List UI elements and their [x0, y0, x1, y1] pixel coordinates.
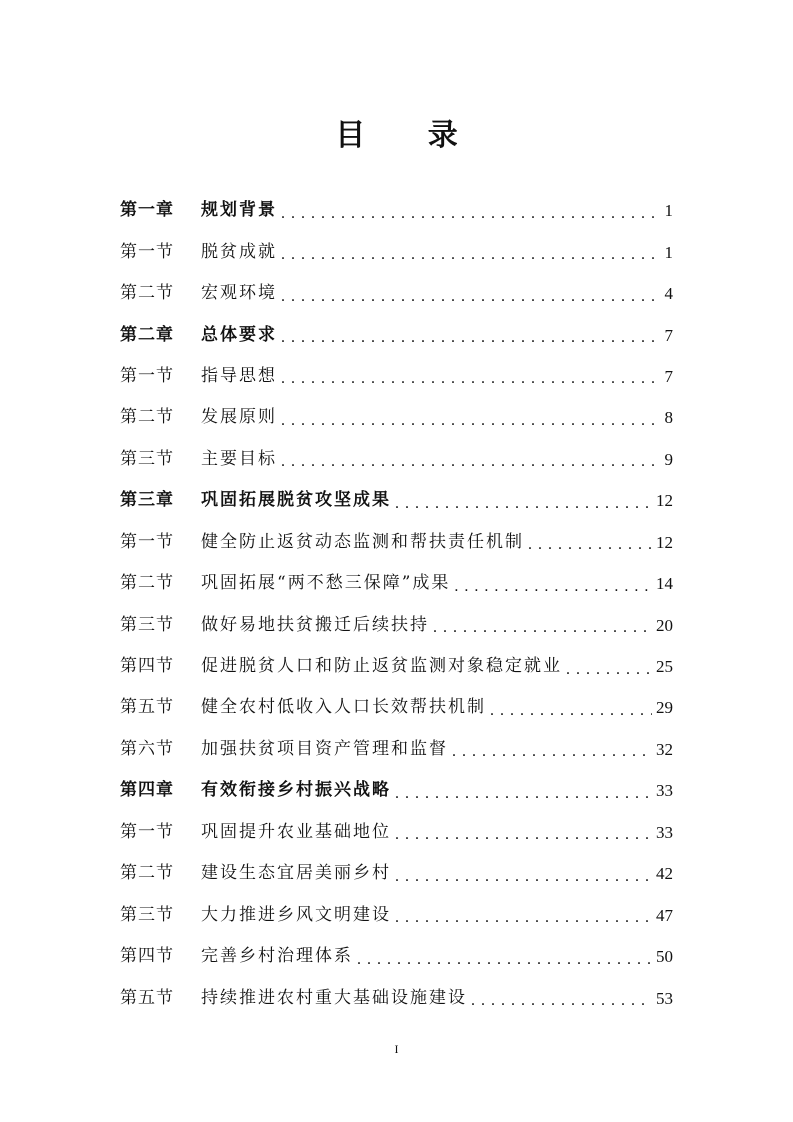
toc-entry-page: 25	[656, 657, 673, 677]
toc-dot-leader	[454, 577, 652, 597]
toc-entry-heading: 规划背景	[201, 200, 277, 221]
table-of-contents	[120, 190, 673, 1019]
toc-dot-leader	[395, 825, 652, 845]
toc-entry-section[interactable]	[120, 729, 673, 770]
toc-entry-label: 第五节	[120, 987, 174, 1008]
page-number: I	[394, 1042, 399, 1056]
toc-entry-page: 4	[664, 284, 673, 304]
toc-dot-leader	[395, 908, 652, 928]
toc-dot-leader	[433, 618, 652, 638]
toc-entry-page: 33	[656, 781, 673, 801]
toc-dot-leader	[471, 991, 652, 1011]
toc-entry-heading: 指导思想	[201, 365, 277, 386]
toc-entry-label: 第三章	[120, 490, 174, 511]
toc-entry-page: 33	[656, 822, 673, 842]
toc-entry-heading: 持续推进农村重大基础设施建设	[201, 987, 467, 1008]
toc-dot-leader	[281, 204, 661, 224]
toc-dot-leader	[395, 494, 652, 514]
toc-entry-section[interactable]	[120, 604, 673, 645]
toc-entry-label: 第二章	[120, 324, 174, 345]
toc-entry-page: 8	[664, 408, 673, 428]
toc-entry-page: 1	[664, 201, 673, 221]
toc-entry-section[interactable]	[120, 977, 673, 1018]
toc-dot-leader	[281, 328, 661, 348]
toc-entry-section[interactable]	[120, 646, 673, 687]
toc-dot-leader	[528, 535, 652, 555]
toc-entry-heading: 大力推进乡风文明建设	[201, 904, 391, 925]
toc-entry-label: 第四节	[120, 656, 174, 677]
toc-dot-leader	[452, 742, 652, 762]
toc-entry-label: 第四节	[120, 946, 174, 967]
toc-entry-label: 第二节	[120, 407, 174, 428]
toc-entry-heading: 健全防止返贫动态监测和帮扶责任机制	[201, 531, 524, 552]
toc-entry-chapter-2[interactable]	[120, 314, 673, 355]
toc-dot-leader	[357, 950, 652, 970]
toc-entry-chapter-1[interactable]	[120, 190, 673, 231]
toc-entry-page: 7	[664, 366, 673, 386]
toc-entry-chapter-3[interactable]	[120, 480, 673, 521]
toc-entry-label: 第一节	[120, 821, 174, 842]
toc-dot-leader	[281, 411, 661, 431]
toc-entry-section[interactable]	[120, 563, 673, 604]
toc-entry-heading: 做好易地扶贫搬迁后续扶持	[201, 614, 429, 635]
toc-dot-leader	[281, 452, 661, 472]
toc-entry-label: 第四章	[120, 780, 174, 801]
toc-entry-section[interactable]	[120, 273, 673, 314]
toc-entry-page: 32	[656, 739, 673, 759]
toc-dot-leader	[281, 245, 661, 265]
toc-entry-label: 第三节	[120, 614, 174, 635]
toc-entry-heading: 巩固提升农业基础地位	[201, 821, 391, 842]
toc-entry-page: 29	[656, 698, 673, 718]
toc-entry-heading: 宏观环境	[201, 283, 277, 304]
toc-entry-section[interactable]	[120, 812, 673, 853]
toc-entry-label: 第六节	[120, 738, 174, 759]
toc-entry-page: 1	[664, 242, 673, 262]
toc-entry-label: 第一节	[120, 365, 174, 386]
toc-entry-section[interactable]	[120, 439, 673, 480]
toc-entry-heading: 巩固拓展“两不愁三保障”成果	[201, 573, 451, 594]
toc-entry-heading: 巩固拓展脱贫攻坚成果	[201, 490, 391, 511]
toc-entry-section[interactable]	[120, 936, 673, 977]
toc-entry-heading: 主要目标	[201, 448, 277, 469]
toc-entry-page: 47	[656, 905, 673, 925]
toc-entry-page: 9	[664, 449, 673, 469]
toc-entry-section[interactable]	[120, 687, 673, 728]
toc-entry-page: 7	[664, 325, 673, 345]
toc-dot-leader	[281, 369, 661, 389]
toc-entry-label: 第一节	[120, 241, 174, 262]
toc-entry-label: 第三节	[120, 904, 174, 925]
toc-dot-leader	[490, 701, 652, 721]
toc-entry-heading: 发展原则	[201, 407, 277, 428]
toc-entry-label: 第五节	[120, 697, 174, 718]
toc-entry-heading: 有效衔接乡村振兴战略	[201, 780, 391, 801]
toc-entry-heading: 建设生态宜居美丽乡村	[201, 863, 391, 884]
toc-entry-heading: 加强扶贫项目资产管理和监督	[201, 738, 448, 759]
toc-entry-page: 53	[656, 988, 673, 1008]
toc-entry-label: 第一节	[120, 531, 174, 552]
toc-entry-section[interactable]	[120, 231, 673, 272]
toc-entry-section[interactable]	[120, 356, 673, 397]
toc-entry-chapter-4[interactable]	[120, 770, 673, 811]
page-title: 目 录	[335, 118, 484, 154]
toc-entry-page: 12	[656, 491, 673, 511]
toc-entry-page: 14	[656, 574, 673, 594]
toc-entry-heading: 总体要求	[201, 324, 277, 345]
toc-entry-label: 第二节	[120, 573, 174, 594]
toc-entry-heading: 脱贫成就	[201, 241, 277, 262]
toc-entry-page: 20	[656, 615, 673, 635]
toc-entry-section[interactable]	[120, 853, 673, 894]
toc-dot-leader	[281, 287, 661, 307]
toc-entry-label: 第一章	[120, 200, 174, 221]
toc-entry-heading: 促进脱贫人口和防止返贫监测对象稳定就业	[201, 656, 562, 677]
toc-entry-label: 第三节	[120, 448, 174, 469]
toc-dot-leader	[566, 660, 652, 680]
toc-entry-page: 50	[656, 947, 673, 967]
toc-entry-section[interactable]	[120, 397, 673, 438]
toc-entry-page: 42	[656, 864, 673, 884]
toc-entry-heading: 完善乡村治理体系	[201, 946, 353, 967]
toc-dot-leader	[395, 867, 652, 887]
toc-entry-page: 12	[656, 532, 673, 552]
toc-entry-label: 第二节	[120, 863, 174, 884]
toc-entry-section[interactable]	[120, 522, 673, 563]
toc-entry-label: 第二节	[120, 283, 174, 304]
toc-dot-leader	[395, 784, 652, 804]
toc-entry-heading: 健全农村低收入人口长效帮扶机制	[201, 697, 486, 718]
toc-entry-section[interactable]	[120, 894, 673, 935]
